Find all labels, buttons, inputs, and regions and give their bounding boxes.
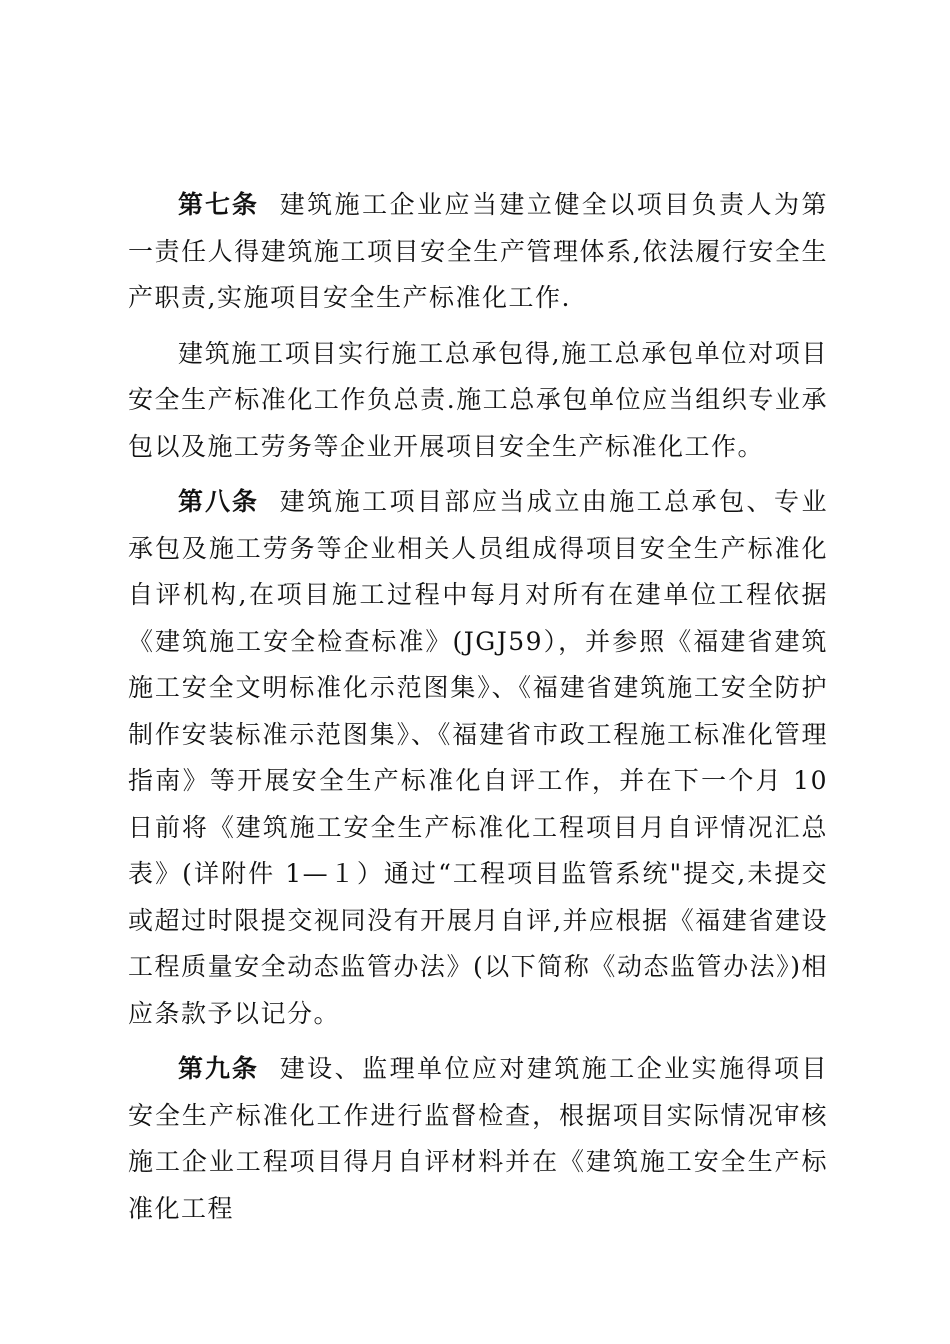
article-8	[128, 479, 828, 1037]
article-heading: 第九条	[178, 1054, 259, 1083]
article-text: 建筑施工项目实行施工总承包得,施工总承包单位对项目安全生产标准化工作负总责.施工总承包单位应当组织专业承包以及施工劳务等企业开展项目安全生产标准化工作。	[128, 338, 828, 461]
document-page	[128, 182, 828, 1232]
article-9	[128, 1046, 828, 1232]
article-heading: 第八条	[178, 487, 259, 516]
article-7-clause-2	[128, 331, 828, 471]
article-text: 建设、监理单位应对建筑施工企业实施得项目安全生产标准化工作进行监督检查，根据项目实际情况审核施工企业工程项目得月自评材料并在《建筑施工安全生产标准化工程	[128, 1054, 828, 1223]
article-text: 建筑施工项目部应当成立由施工总承包、专业承包及施工劳务等企业相关人员组成得项目安全生产标准化自评机构,在项目施工过程中每月对所有在建单位工程依据《建筑施工安全检查标准》(JGJ59），并参照《福建省建筑施工安全文明标准化示范图集》、《福建省建筑施工安全防护制作安装标准示范图集》、《福建省市政工程施工标准化管理指南》等开展安全生产标准化自评工作，并在下一个月 10日前将《建筑施工安全生产标准化工程项目月自评情况汇总表》(详附件 1—１）通过“工程项目监管系统"提交,未提交或超过时限提交视同没有开展月自评,并应根据《福建省建设工程质量安全动态监管办法》(以下简称《动态监管办法》)相应条款予以记分。	[128, 487, 828, 1028]
article-heading: 第七条	[178, 190, 259, 219]
article-text: 建筑施工企业应当建立健全以项目负责人为第一责任人得建筑施工项目安全生产管理体系,依法履行安全生产职责,实施项目安全生产标准化工作.	[128, 190, 828, 312]
article-7	[128, 182, 828, 322]
